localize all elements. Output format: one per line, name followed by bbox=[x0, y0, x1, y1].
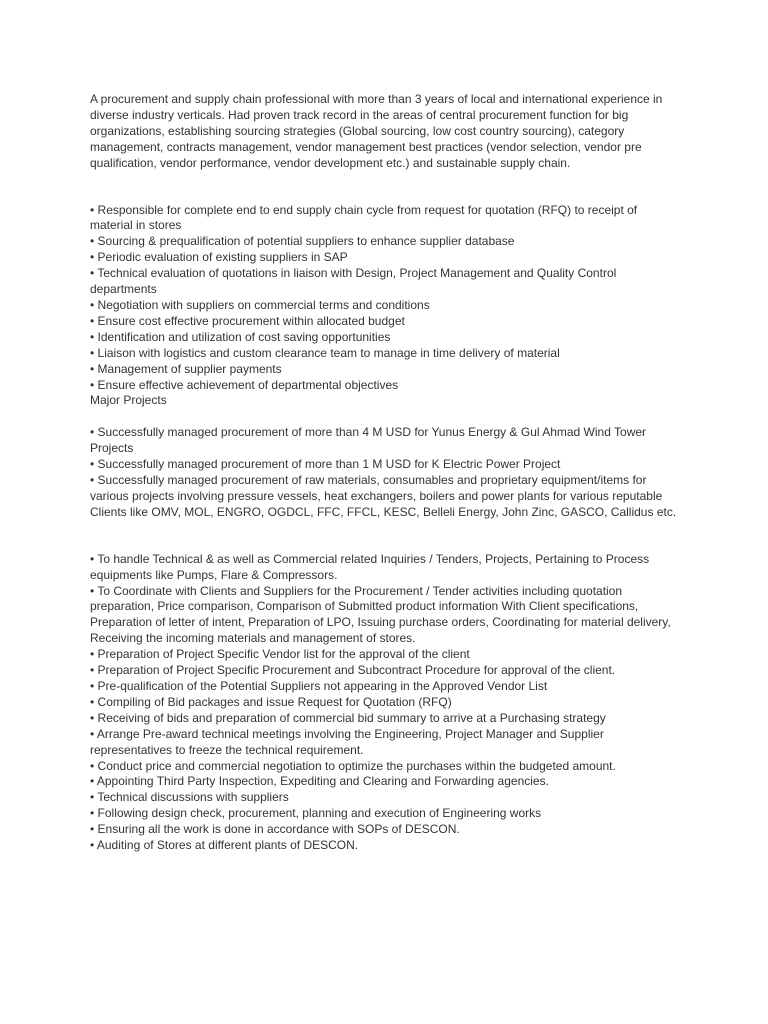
list-item: • To handle Technical & as well as Commercial related Inquiries / Tenders, Projects, Pertaining to Process equipments like Pumps, Flare & Compressors. bbox=[90, 551, 650, 582]
list-item: • Ensuring all the work is done in accordance with SOPs of DESCON. bbox=[90, 822, 460, 837]
list-item: • Pre-qualification of the Potential Suppliers not appearing in the Approved Vendor List bbox=[90, 679, 548, 693]
responsibilities-list bbox=[90, 203, 680, 394]
spacer bbox=[90, 409, 680, 425]
list-item: • Responsible for complete end to end supply chain cycle from request for quotation (RFQ) to receipt of material in stores bbox=[90, 202, 638, 233]
list-item: • Liaison with logistics and custom clearance team to manage in time delivery of material bbox=[90, 345, 560, 360]
list-item: • Periodic evaluation of existing suppliers in SAP bbox=[90, 250, 348, 265]
list-item: • Preparation of Project Specific Vendor list for the approval of the client bbox=[90, 647, 470, 662]
list-item: • Conduct price and commercial negotiation to optimize the purchases within the budgeted amount. bbox=[90, 758, 616, 773]
duties-list bbox=[90, 552, 680, 854]
list-item: • Ensure effective achievement of departmental objectives bbox=[90, 377, 399, 392]
list-item: • Identification and utilization of cost saving opportunities bbox=[90, 329, 391, 344]
list-item: • Ensure cost effective procurement within allocated budget bbox=[90, 313, 405, 328]
list-item: • Receiving of bids and preparation of commercial bid summary to arrive at a Purchasing strategy bbox=[90, 710, 606, 725]
list-item: • Successfully managed procurement of more than 1 M USD for K Electric Power Project bbox=[90, 457, 561, 472]
major-projects-list bbox=[90, 425, 680, 520]
summary-paragraph: A procurement and supply chain professional with more than 3 years of local and international experience in diverse industry verticals. Had proven track record in the areas of central procurement function for big organizations, establishing sourcing strategies (Global sourcing, low cost country sourcing), category management, contracts management, vendor management best practices (vendor selection, vendor pre qualification, vendor performance, vendor development etc.) and sustainable supply chain. bbox=[90, 92, 663, 170]
list-item: • Technical discussions with suppliers bbox=[90, 790, 289, 805]
spacer bbox=[90, 521, 680, 552]
document-page bbox=[90, 92, 680, 854]
list-item: • Technical evaluation of quotations in liaison with Design, Project Management and Quality Control departments bbox=[90, 266, 617, 297]
list-item: • Negotiation with suppliers on commercial terms and conditions bbox=[90, 297, 430, 312]
list-item: • Successfully managed procurement of more than 4 M USD for Yunus Energy & Gul Ahmad Wind Tower Projects bbox=[90, 425, 647, 456]
list-item: • Successfully managed procurement of raw materials, consumables and proprietary equipment/items for various projects involving pressure vessels, heat exchangers, boilers and power plants for various reputable Clients like OMV, MOL, ENGRO, OGDCL, FFC, FFCL, KESC, Belleli Energy, John Zinc, GASCO, Callidus etc. bbox=[90, 473, 677, 519]
list-item: • Compiling of Bid packages and issue Request for Quotation (RFQ) bbox=[90, 694, 452, 709]
list-item: • Management of supplier payments bbox=[90, 361, 282, 376]
spacer bbox=[90, 172, 680, 203]
list-item: • Sourcing & prequalification of potential suppliers to enhance supplier database bbox=[90, 234, 515, 249]
list-item: • Appointing Third Party Inspection, Expediting and Clearing and Forwarding agencies. bbox=[90, 774, 549, 789]
major-projects-heading: Major Projects bbox=[90, 393, 167, 408]
list-item: • To Coordinate with Clients and Suppliers for the Procurement / Tender activities including quotation preparation, Price comparison, Comparison of Submitted product information With Client specifications, Preparation of letter of intent, Preparation of LPO, Issuing purchase orders, Coordinating for material delivery, Receiving the incoming materials and management of stores. bbox=[90, 583, 671, 646]
list-item: • Following design check, procurement, planning and execution of Engineering works bbox=[90, 806, 542, 821]
list-item: • Auditing of Stores at different plants of DESCON. bbox=[90, 838, 359, 853]
list-item: • Preparation of Project Specific Procurement and Subcontract Procedure for approval of the client. bbox=[90, 663, 616, 678]
list-item: • Arrange Pre-award technical meetings involving the Engineering, Project Manager and Supplier representatives to freeze the technical requirement. bbox=[90, 726, 604, 757]
